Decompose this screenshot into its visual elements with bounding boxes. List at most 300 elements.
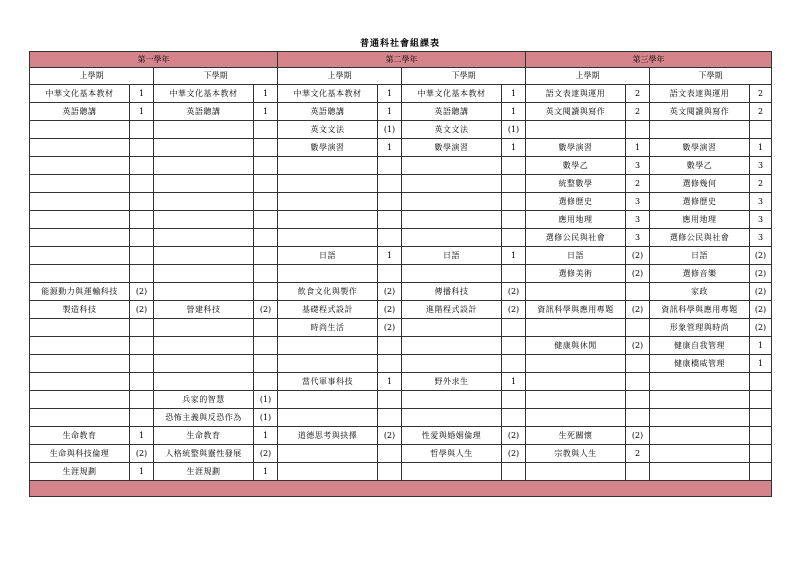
footer-row [30, 481, 772, 497]
course-credit-cell: (2) [502, 445, 526, 463]
course-row [30, 391, 772, 409]
course-credit-cell: 1 [378, 247, 402, 265]
course-name-cell: 營建科技 [154, 301, 254, 319]
course-credit-cell [378, 157, 402, 175]
course-name-cell: 選修公民與社會 [650, 229, 750, 247]
course-name-cell: 健康與休閒 [526, 337, 626, 355]
course-credit-cell [378, 337, 402, 355]
course-name-cell: 生涯規劃 [154, 463, 254, 481]
course-name-cell: 英文文法 [402, 121, 502, 139]
course-name-cell [30, 373, 130, 391]
course-credit-cell: 1 [254, 85, 278, 103]
course-name-cell: 生涯規劃 [30, 463, 130, 481]
course-name-cell: 生命與科技倫理 [30, 445, 130, 463]
course-name-cell [278, 337, 378, 355]
course-name-cell [650, 391, 750, 409]
page-title: 普通科社會組課表 [359, 39, 440, 49]
course-name-cell [526, 391, 626, 409]
course-credit-cell [750, 121, 772, 139]
course-credit-cell [502, 211, 526, 229]
course-credit-cell [378, 265, 402, 283]
course-name-cell [278, 355, 378, 373]
course-credit-cell: (2) [254, 301, 278, 319]
course-name-cell: 數學演習 [278, 139, 378, 157]
course-credit-cell [130, 355, 154, 373]
course-name-cell: 基礎程式設計 [278, 301, 378, 319]
course-credit-cell: (2) [378, 283, 402, 301]
course-credit-cell: (2) [750, 265, 772, 283]
course-name-cell [30, 211, 130, 229]
course-credit-cell: (2) [626, 337, 650, 355]
course-name-cell [154, 139, 254, 157]
footer-bar [30, 481, 772, 497]
course-credit-cell: (2) [254, 445, 278, 463]
course-credit-cell: (2) [750, 319, 772, 337]
course-name-cell [526, 355, 626, 373]
course-row [30, 193, 772, 211]
course-credit-cell: 1 [502, 247, 526, 265]
course-name-cell [30, 139, 130, 157]
course-row [30, 301, 772, 319]
course-credit-cell [750, 427, 772, 445]
course-name-cell: 選修公民與社會 [526, 229, 626, 247]
term-header: 上學期 [278, 68, 402, 85]
course-credit-cell [130, 211, 154, 229]
course-name-cell: 英語聽講 [402, 103, 502, 121]
course-credit-cell: 1 [502, 139, 526, 157]
course-name-cell: 資訊科學與應用專題 [526, 301, 626, 319]
course-credit-cell [378, 391, 402, 409]
course-name-cell: 數學乙 [526, 157, 626, 175]
course-name-cell [402, 391, 502, 409]
course-name-cell: 資訊科學與應用專題 [650, 301, 750, 319]
course-name-cell [526, 373, 626, 391]
course-credit-cell: 1 [750, 355, 772, 373]
course-credit-cell [502, 463, 526, 481]
course-name-cell: 中華文化基本教材 [154, 85, 254, 103]
course-credit-cell [750, 373, 772, 391]
course-credit-cell: 1 [502, 373, 526, 391]
course-credit-cell [626, 373, 650, 391]
term-header: 上學期 [526, 68, 650, 85]
course-credit-cell [254, 175, 278, 193]
course-name-cell: 家政 [650, 283, 750, 301]
term-header: 下學期 [650, 68, 772, 85]
course-credit-cell [502, 265, 526, 283]
course-credit-cell: 1 [378, 85, 402, 103]
course-credit-cell [750, 391, 772, 409]
course-credit-cell: (1) [254, 391, 278, 409]
course-credit-cell: 2 [626, 103, 650, 121]
course-row [30, 463, 772, 481]
course-name-cell: 兵家的智慧 [154, 391, 254, 409]
course-row [30, 85, 772, 103]
course-credit-cell [750, 463, 772, 481]
course-name-cell: 英語聽講 [30, 103, 130, 121]
course-credit-cell [254, 337, 278, 355]
course-credit-cell [626, 463, 650, 481]
course-credit-cell [378, 445, 402, 463]
course-credit-cell: 3 [626, 229, 650, 247]
course-credit-cell: (2) [378, 427, 402, 445]
course-credit-cell: 3 [750, 193, 772, 211]
course-name-cell: 選修音樂 [650, 265, 750, 283]
course-name-cell [526, 319, 626, 337]
course-row [30, 175, 772, 193]
course-credit-cell: 3 [626, 157, 650, 175]
course-row [30, 139, 772, 157]
course-credit-cell: 2 [750, 85, 772, 103]
course-name-cell [402, 337, 502, 355]
course-name-cell [278, 157, 378, 175]
course-name-cell [278, 229, 378, 247]
course-credit-cell: (2) [626, 301, 650, 319]
course-name-cell [154, 283, 254, 301]
year-3-header: 第三學年 [526, 52, 772, 68]
course-row [30, 157, 772, 175]
course-name-cell [154, 121, 254, 139]
course-name-cell: 日語 [526, 247, 626, 265]
course-row [30, 337, 772, 355]
course-credit-cell [502, 337, 526, 355]
course-name-cell [154, 373, 254, 391]
course-credit-cell: 1 [750, 337, 772, 355]
course-name-cell: 日語 [402, 247, 502, 265]
course-row [30, 283, 772, 301]
course-name-cell: 飲食文化與製作 [278, 283, 378, 301]
course-credit-cell [130, 139, 154, 157]
course-name-cell [154, 355, 254, 373]
course-name-cell: 統整數學 [526, 175, 626, 193]
course-credit-cell [130, 229, 154, 247]
course-name-cell [30, 265, 130, 283]
course-name-cell [650, 373, 750, 391]
course-credit-cell [254, 265, 278, 283]
course-name-cell [402, 265, 502, 283]
course-credit-cell: 2 [626, 445, 650, 463]
course-name-cell [402, 463, 502, 481]
term-header: 下學期 [402, 68, 526, 85]
course-credit-cell: (2) [502, 283, 526, 301]
course-name-cell: 選修歷史 [650, 193, 750, 211]
course-credit-cell [502, 193, 526, 211]
course-row [30, 445, 772, 463]
course-row [30, 211, 772, 229]
course-name-cell [278, 391, 378, 409]
course-credit-cell: (2) [626, 247, 650, 265]
course-credit-cell: (1) [254, 409, 278, 427]
course-name-cell: 人格統整與靈性發展 [154, 445, 254, 463]
course-credit-cell: 2 [626, 85, 650, 103]
course-name-cell: 英文閱讀與寫作 [650, 103, 750, 121]
course-name-cell: 當代軍事科技 [278, 373, 378, 391]
course-name-cell: 健康橋威管理 [650, 355, 750, 373]
course-credit-cell [130, 337, 154, 355]
course-credit-cell: 1 [378, 103, 402, 121]
course-name-cell [650, 409, 750, 427]
course-name-cell [154, 175, 254, 193]
course-name-cell: 中華文化基本教材 [30, 85, 130, 103]
course-name-cell: 健康自我管理 [650, 337, 750, 355]
course-name-cell [30, 337, 130, 355]
course-name-cell [30, 247, 130, 265]
course-row [30, 103, 772, 121]
course-credit-cell: (1) [378, 121, 402, 139]
course-credit-cell [626, 283, 650, 301]
course-name-cell [650, 445, 750, 463]
course-name-cell: 選修幾何 [650, 175, 750, 193]
course-credit-cell [502, 391, 526, 409]
course-name-cell: 語文表達與運用 [526, 85, 626, 103]
course-name-cell [526, 283, 626, 301]
course-row [30, 121, 772, 139]
course-credit-cell [502, 409, 526, 427]
course-credit-cell: (2) [130, 283, 154, 301]
course-credit-cell: 1 [254, 463, 278, 481]
course-name-cell: 英文閱讀與寫作 [526, 103, 626, 121]
course-credit-cell [378, 355, 402, 373]
course-credit-cell [378, 463, 402, 481]
course-name-cell: 數學演習 [402, 139, 502, 157]
course-credit-cell [254, 373, 278, 391]
course-name-cell [402, 175, 502, 193]
course-credit-cell [130, 121, 154, 139]
course-name-cell: 英文文法 [278, 121, 378, 139]
course-name-cell: 數學演習 [650, 139, 750, 157]
course-name-cell [154, 337, 254, 355]
term-header: 上學期 [30, 68, 154, 85]
course-name-cell [154, 193, 254, 211]
course-name-cell: 時尚生活 [278, 319, 378, 337]
course-name-cell [30, 193, 130, 211]
course-name-cell: 生死關懷 [526, 427, 626, 445]
course-credit-cell: (2) [502, 427, 526, 445]
course-credit-cell [130, 319, 154, 337]
course-name-cell: 道德思考與抉擇 [278, 427, 378, 445]
schedule-table [29, 51, 772, 497]
course-name-cell: 生命教育 [154, 427, 254, 445]
course-credit-cell: (2) [750, 283, 772, 301]
course-name-cell: 應用地理 [526, 211, 626, 229]
course-name-cell: 中華文化基本教材 [278, 85, 378, 103]
course-credit-cell: 1 [378, 373, 402, 391]
course-name-cell: 性愛與婚姻倫理 [402, 427, 502, 445]
course-credit-cell [750, 409, 772, 427]
course-name-cell [650, 121, 750, 139]
course-credit-cell: (2) [130, 301, 154, 319]
course-name-cell [30, 157, 130, 175]
course-name-cell: 野外求生 [402, 373, 502, 391]
course-row [30, 355, 772, 373]
term-header: 下學期 [154, 68, 278, 85]
course-credit-cell: 1 [626, 139, 650, 157]
course-credit-cell: (2) [130, 445, 154, 463]
course-name-cell [278, 211, 378, 229]
course-table-body [30, 85, 772, 481]
course-credit-cell: (2) [378, 301, 402, 319]
course-credit-cell [378, 193, 402, 211]
course-credit-cell [130, 157, 154, 175]
course-credit-cell: 3 [750, 211, 772, 229]
course-name-cell [526, 463, 626, 481]
course-name-cell: 日語 [650, 247, 750, 265]
course-name-cell [402, 355, 502, 373]
course-name-cell [30, 409, 130, 427]
course-credit-cell [254, 211, 278, 229]
course-name-cell [30, 319, 130, 337]
term-header-row [30, 68, 772, 85]
course-name-cell: 恐怖主義與反恐作為 [154, 409, 254, 427]
course-credit-cell [378, 229, 402, 247]
year-2-header: 第二學年 [278, 52, 526, 68]
course-credit-cell [254, 283, 278, 301]
course-name-cell [402, 157, 502, 175]
course-row [30, 229, 772, 247]
course-credit-cell: 2 [750, 175, 772, 193]
course-name-cell [402, 211, 502, 229]
course-name-cell [154, 247, 254, 265]
course-name-cell [30, 229, 130, 247]
course-credit-cell [130, 265, 154, 283]
course-credit-cell: 1 [378, 139, 402, 157]
course-name-cell [278, 265, 378, 283]
course-credit-cell: (2) [626, 427, 650, 445]
course-name-cell [278, 409, 378, 427]
course-name-cell [154, 211, 254, 229]
course-name-cell: 哲學與人生 [402, 445, 502, 463]
course-credit-cell: (2) [626, 265, 650, 283]
course-name-cell [278, 463, 378, 481]
course-row [30, 373, 772, 391]
course-credit-cell [626, 121, 650, 139]
course-name-cell: 英語聽講 [154, 103, 254, 121]
course-name-cell [650, 463, 750, 481]
course-credit-cell: 1 [130, 427, 154, 445]
course-name-cell: 數學演習 [526, 139, 626, 157]
course-name-cell: 語文表達與運用 [650, 85, 750, 103]
course-credit-cell [130, 409, 154, 427]
course-credit-cell: (2) [750, 301, 772, 319]
course-name-cell: 製造科技 [30, 301, 130, 319]
course-credit-cell [502, 319, 526, 337]
course-name-cell [30, 355, 130, 373]
course-credit-cell: 1 [130, 463, 154, 481]
course-credit-cell: 1 [502, 103, 526, 121]
course-credit-cell [378, 211, 402, 229]
course-name-cell [30, 391, 130, 409]
year-header-row [30, 52, 772, 68]
course-credit-cell [626, 355, 650, 373]
course-name-cell [402, 193, 502, 211]
course-name-cell [526, 121, 626, 139]
course-row [30, 319, 772, 337]
course-credit-cell [254, 121, 278, 139]
course-name-cell [526, 409, 626, 427]
course-name-cell [402, 319, 502, 337]
course-credit-cell [502, 157, 526, 175]
course-credit-cell: 1 [130, 103, 154, 121]
course-name-cell [650, 427, 750, 445]
course-credit-cell [254, 139, 278, 157]
course-credit-cell [626, 391, 650, 409]
course-credit-cell [130, 391, 154, 409]
course-credit-cell: (2) [750, 247, 772, 265]
course-name-cell: 中華文化基本教材 [402, 85, 502, 103]
course-credit-cell: (2) [378, 319, 402, 337]
course-name-cell: 形象管理與時尚 [650, 319, 750, 337]
course-name-cell [402, 229, 502, 247]
course-name-cell [30, 175, 130, 193]
course-row [30, 427, 772, 445]
course-credit-cell: 1 [254, 103, 278, 121]
course-credit-cell [378, 175, 402, 193]
course-credit-cell: 3 [626, 193, 650, 211]
course-credit-cell [750, 445, 772, 463]
course-credit-cell [254, 193, 278, 211]
course-credit-cell: 1 [130, 85, 154, 103]
course-name-cell [278, 193, 378, 211]
course-credit-cell: 1 [750, 139, 772, 157]
course-name-cell [154, 265, 254, 283]
course-row [30, 247, 772, 265]
course-credit-cell: 2 [750, 103, 772, 121]
course-credit-cell [130, 373, 154, 391]
course-name-cell: 數學乙 [650, 157, 750, 175]
course-credit-cell [130, 247, 154, 265]
course-name-cell [278, 445, 378, 463]
course-credit-cell [254, 229, 278, 247]
course-name-cell: 選修美術 [526, 265, 626, 283]
course-credit-cell [626, 319, 650, 337]
course-name-cell: 英語聽講 [278, 103, 378, 121]
course-credit-cell: 3 [750, 157, 772, 175]
course-name-cell: 傳播科技 [402, 283, 502, 301]
course-row [30, 265, 772, 283]
course-credit-cell [130, 175, 154, 193]
course-credit-cell: 1 [502, 85, 526, 103]
course-name-cell [154, 157, 254, 175]
course-credit-cell: 2 [626, 175, 650, 193]
course-credit-cell [502, 355, 526, 373]
course-name-cell: 進階程式設計 [402, 301, 502, 319]
course-name-cell [402, 409, 502, 427]
course-name-cell [154, 319, 254, 337]
course-credit-cell: (2) [502, 301, 526, 319]
course-credit-cell [626, 409, 650, 427]
course-credit-cell [130, 193, 154, 211]
course-name-cell [30, 121, 130, 139]
course-name-cell: 日語 [278, 247, 378, 265]
course-name-cell: 宗教與人生 [526, 445, 626, 463]
course-name-cell [154, 229, 254, 247]
year-1-header: 第一學年 [30, 52, 278, 68]
course-credit-cell [254, 247, 278, 265]
course-name-cell: 應用地理 [650, 211, 750, 229]
course-name-cell: 能源動力與運輸科技 [30, 283, 130, 301]
course-credit-cell: 3 [750, 229, 772, 247]
course-credit-cell [502, 229, 526, 247]
course-credit-cell: 1 [254, 427, 278, 445]
course-credit-cell: 3 [626, 211, 650, 229]
course-credit-cell [254, 157, 278, 175]
course-credit-cell: (1) [502, 121, 526, 139]
course-credit-cell [378, 409, 402, 427]
course-credit-cell [254, 355, 278, 373]
course-name-cell: 生命教育 [30, 427, 130, 445]
course-name-cell: 選修歷史 [526, 193, 626, 211]
course-credit-cell [254, 319, 278, 337]
course-credit-cell [502, 175, 526, 193]
